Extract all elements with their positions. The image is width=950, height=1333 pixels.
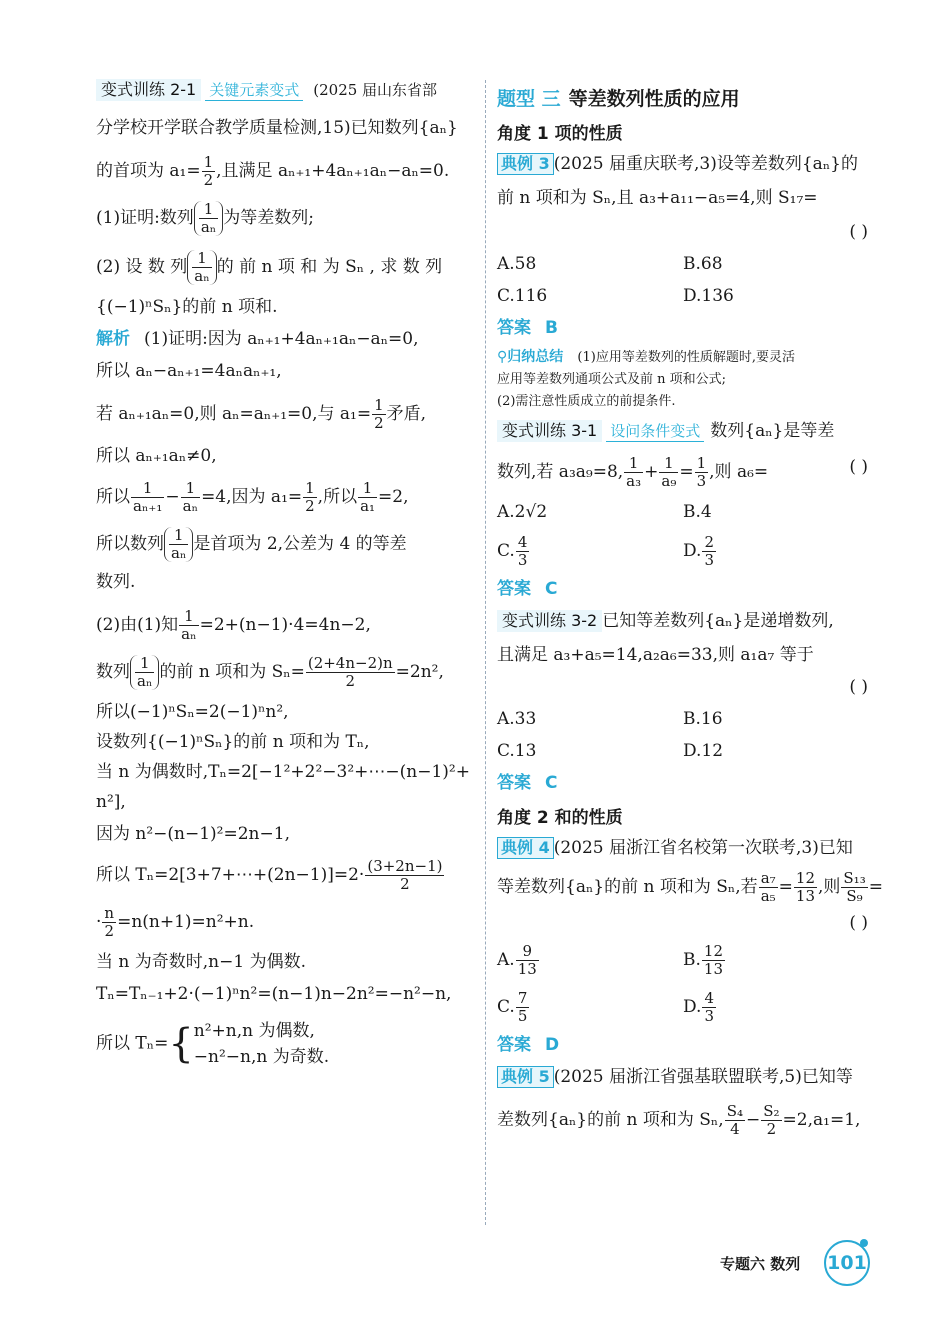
exercise-tag: 变式训练 3-1 — [497, 420, 602, 442]
key-icon: ⚲ — [497, 349, 508, 365]
options-row — [497, 990, 872, 1025]
denominator: aₙ — [181, 625, 197, 643]
text: 的 前 n 项 和 为 Sₙ , 求 数 列 — [216, 257, 443, 277]
numerator: 1 — [696, 454, 707, 472]
exercise-3-2-header — [497, 609, 872, 633]
source-text: (2025 届山东省部 — [313, 81, 438, 99]
fraction — [102, 905, 116, 940]
fraction — [759, 870, 778, 905]
text: = — [868, 877, 883, 897]
text: + — [644, 462, 659, 482]
line — [96, 858, 474, 893]
fraction — [181, 480, 200, 515]
denominator: 13 — [703, 960, 723, 978]
text: 差数列{aₙ}的前 n 项和为 Sₙ, — [497, 1110, 724, 1130]
text: 所以 — [96, 487, 130, 507]
numerator: (3+2n−1) — [367, 857, 443, 875]
line — [96, 480, 474, 515]
denominator: 13 — [517, 960, 537, 978]
text: =2+(n−1)·4=4n−2, — [199, 615, 371, 635]
line — [96, 397, 474, 432]
left-column — [96, 72, 474, 1070]
option-letter: D. — [683, 541, 702, 561]
line — [96, 655, 474, 690]
options-row — [497, 252, 872, 276]
text: 数列,若 a₃a₉=8, — [497, 462, 624, 482]
denominator: 3 — [696, 472, 707, 490]
line: Tₙ=Tₙ₋₁+2·(−1)ⁿn²=(n−1)n−2n²=−n²−n, — [96, 984, 452, 1004]
option-a: A.2√2 — [497, 502, 548, 522]
numerator: 7 — [517, 989, 528, 1007]
example-3-line — [497, 152, 872, 176]
denominator: a₉ — [661, 472, 677, 490]
text: 的前 n 项和为 Sₙ= — [159, 662, 305, 682]
fraction — [199, 201, 218, 236]
line — [497, 869, 883, 905]
text: (2) 设 数 列 — [96, 257, 188, 277]
line: 当 n 为奇数时,n−1 为偶数. — [96, 952, 306, 972]
option-letter: C. — [497, 541, 515, 561]
brace — [194, 201, 223, 236]
option-a: A.58 — [497, 254, 537, 274]
text: = — [679, 462, 694, 482]
denominator: 2 — [766, 1120, 777, 1138]
fraction — [192, 250, 211, 285]
text: 为等差数列; — [223, 208, 314, 228]
case-even: n²+n,n 为偶数, — [193, 1021, 315, 1041]
option-letter: D. — [683, 997, 702, 1017]
text: (2)由(1)知 — [96, 615, 179, 635]
text: − — [745, 1110, 761, 1130]
column-divider — [485, 80, 486, 1225]
option-d: D.136 — [683, 286, 734, 306]
section-title — [497, 84, 872, 111]
fraction — [624, 455, 643, 490]
answer-label: 答案 — [497, 318, 531, 338]
denominator: 5 — [517, 1007, 528, 1025]
brace — [164, 527, 193, 562]
line: 所以 aₙ−aₙ₊₁=4aₙaₙ₊₁, — [96, 361, 282, 381]
line: 当 n 为偶数时,Tₙ=2[−1²+2²−3²+⋯−(n−1)²+ — [96, 762, 470, 782]
summary-line — [497, 346, 872, 369]
fraction — [202, 154, 216, 189]
angle-2-title: 角度 2 和的性质 — [497, 808, 623, 828]
denominator: 3 — [517, 551, 528, 569]
section-number: 题型 三 — [497, 88, 561, 110]
fraction — [702, 534, 716, 569]
line — [497, 455, 872, 490]
fraction — [131, 480, 164, 515]
answer-line — [497, 1033, 872, 1057]
options-row — [497, 943, 872, 978]
denominator: 3 — [704, 551, 714, 569]
denominator: a₅ — [760, 887, 776, 905]
answer-label: 答案 — [497, 579, 531, 599]
line: 且满足 a₃+a₅=14,a₂a₆=33,则 a₁a₇ 等于 — [497, 645, 814, 665]
numerator: 1 — [199, 201, 218, 219]
numerator: 12 — [795, 869, 815, 887]
numerator: 1 — [179, 608, 198, 626]
denominator: a₁ — [360, 497, 376, 515]
brace — [130, 655, 159, 690]
option-d: D.12 — [683, 741, 724, 761]
fraction — [372, 397, 386, 432]
answer-value: C — [545, 773, 558, 793]
numerator: n — [104, 904, 115, 922]
denominator: aₙ — [200, 218, 217, 236]
text: ,则 — [818, 877, 841, 897]
example-tag: 典例 5 — [497, 1066, 554, 1088]
solution-line — [96, 327, 474, 351]
answer-blank: ( ) — [849, 913, 868, 933]
text: ,且满足 aₙ₊₁+4aₙ₊₁aₙ−aₙ=0. — [216, 161, 450, 181]
question-2 — [96, 250, 474, 285]
exercise-2-1-header — [96, 78, 474, 102]
option-letter: B. — [683, 950, 701, 970]
summary-label — [497, 349, 563, 365]
answer-blank: ( ) — [849, 677, 868, 697]
text: 数列 — [96, 662, 130, 682]
question-1 — [96, 201, 474, 236]
fraction — [516, 943, 539, 978]
section-name: 等差数列性质的应用 — [568, 88, 740, 110]
line: n²], — [96, 792, 126, 812]
denominator: aₙ — [194, 267, 210, 285]
line — [96, 905, 474, 940]
options-row — [497, 284, 872, 308]
text: · — [96, 912, 102, 932]
fraction — [702, 943, 725, 978]
brace-left: { — [168, 1021, 194, 1067]
numerator: 1 — [358, 480, 377, 498]
line — [96, 608, 474, 643]
text: 若 aₙ₊₁aₙ=0,则 aₙ=aₙ₊₁=0,与 a₁= — [96, 404, 372, 424]
options-row — [497, 739, 872, 763]
numerator: 1 — [305, 479, 315, 497]
answer-value: B — [545, 318, 558, 338]
text: =2,a₁=1, — [782, 1110, 861, 1130]
numerator: 1 — [192, 250, 211, 268]
line — [96, 154, 474, 189]
numerator: S₁₃ — [843, 869, 866, 887]
numerator: 1 — [135, 655, 154, 673]
answer-line — [497, 771, 872, 795]
numerator: a₇ — [760, 869, 776, 887]
answer-value: C — [545, 579, 558, 599]
numerator: 1 — [374, 396, 384, 414]
option-b — [683, 943, 869, 978]
text: (1)证明:数列 — [96, 208, 194, 228]
option-b: B.4 — [683, 502, 712, 522]
line: 分学校开学联合教学质量检测,15)已知数列{aₙ} — [96, 118, 458, 138]
page-footer — [690, 1237, 880, 1287]
answer-label: 答案 — [497, 773, 531, 793]
text: 数列{aₙ}是等差 — [710, 421, 835, 441]
text: 的首项为 a₁= — [96, 161, 201, 181]
numerator: 4 — [704, 989, 714, 1007]
denominator: 2 — [305, 497, 315, 515]
option-d — [683, 990, 869, 1025]
options-row — [497, 500, 872, 524]
solution-label: 解析 — [96, 329, 130, 349]
fraction — [841, 870, 867, 905]
fraction — [135, 655, 154, 690]
text: 是首项为 2,公差为 4 的等差 — [193, 534, 407, 554]
example-5-line — [497, 1065, 872, 1089]
example-tag: 典例 3 — [497, 153, 554, 175]
numerator: 4 — [517, 533, 528, 551]
denominator: 4 — [730, 1120, 740, 1138]
example-tag: 典例 4 — [497, 837, 554, 859]
answer-label: 答案 — [497, 1035, 531, 1055]
text: (2025 届重庆联考,3)设等差数列{aₙ}的 — [553, 154, 858, 174]
line: 前 n 项和为 Sₙ,且 a₃+a₁₁−a₅=4,则 S₁₇= — [497, 188, 818, 208]
fraction — [303, 480, 317, 515]
numerator: 1 — [169, 527, 188, 545]
denominator: 2 — [374, 414, 384, 432]
option-c — [497, 534, 683, 569]
answer-line — [497, 316, 872, 340]
option-a: A.33 — [497, 709, 537, 729]
options-row — [497, 534, 872, 569]
fraction — [306, 655, 395, 690]
denominator: 2 — [104, 922, 115, 940]
variant-tag: 关键元素变式 — [205, 80, 303, 101]
text: ,所以 — [317, 487, 358, 507]
numerator: (2+4n−2)n — [307, 654, 393, 672]
fraction — [516, 534, 530, 569]
text: 等差数列{aₙ}的前 n 项和为 Sₙ,若 — [497, 877, 758, 897]
answer-line — [497, 577, 872, 601]
denominator: a₃ — [626, 472, 642, 490]
variant-tag: 设问条件变式 — [606, 421, 704, 442]
piecewise-line — [96, 1018, 474, 1070]
numerator: 9 — [516, 943, 539, 961]
fraction — [659, 455, 678, 490]
text: 所以 Tₙ= — [96, 1033, 169, 1054]
piecewise-cases — [194, 1018, 329, 1070]
numerator: 1 — [659, 455, 678, 473]
right-column — [497, 72, 883, 1138]
numerator: 1 — [181, 480, 200, 498]
decor-dot — [860, 1239, 868, 1247]
denominator: 13 — [795, 887, 815, 905]
line: 设数列{(−1)ⁿSₙ}的前 n 项和为 Tₙ, — [96, 732, 370, 752]
case-odd: −n²−n,n 为奇数. — [193, 1047, 330, 1067]
option-c: C.116 — [497, 286, 548, 306]
numerator: 1 — [203, 153, 214, 171]
option-letter: A. — [497, 950, 515, 970]
fraction — [358, 480, 377, 515]
numerator: 2 — [704, 533, 714, 551]
denominator: 3 — [704, 1007, 714, 1025]
line: 所以(−1)ⁿSₙ=2(−1)ⁿn², — [96, 702, 289, 722]
fraction — [702, 990, 716, 1025]
answer-blank: ( ) — [849, 457, 868, 477]
text: = — [778, 877, 793, 897]
summary-line: (2)需注意性质成立的前提条件. — [497, 394, 676, 409]
line: {(−1)ⁿSₙ}的前 n 项和. — [96, 297, 278, 317]
line: 数列. — [96, 572, 136, 592]
line — [96, 527, 474, 562]
summary-title: 归纳总结 — [507, 349, 564, 365]
fraction — [794, 870, 817, 905]
fraction — [516, 990, 530, 1025]
text: 矛盾, — [386, 404, 427, 424]
exercise-3-1-header — [497, 419, 872, 443]
page-number: 101 — [824, 1240, 870, 1286]
denominator: aₙ — [137, 672, 153, 690]
denominator: 2 — [400, 875, 410, 893]
option-b: B.16 — [683, 709, 723, 729]
option-c: C.13 — [497, 741, 537, 761]
denominator: aₙ — [182, 497, 199, 515]
numerator: S₂ — [763, 1102, 780, 1120]
text: − — [165, 487, 180, 507]
summary-line: 应用等差数列通项公式及前 n 项和公式; — [497, 372, 727, 387]
chapter-label: 专题六 数列 — [720, 1255, 801, 1273]
option-b: B.68 — [683, 254, 723, 274]
text: =2, — [378, 487, 409, 507]
option-a — [497, 943, 683, 978]
fraction — [365, 858, 444, 893]
text: =4,因为 a₁= — [201, 487, 303, 507]
brace — [187, 250, 216, 285]
exercise-tag: 变式训练 2-1 — [96, 79, 201, 101]
numerator: 12 — [703, 942, 723, 960]
option-letter: C. — [497, 997, 515, 1017]
fraction — [695, 455, 709, 490]
text: 所以 Tₙ=2[3+7+⋯+(2n−1)]=2· — [96, 865, 365, 885]
answer-value: D — [545, 1035, 560, 1055]
numerator: 1 — [131, 480, 164, 498]
line: 所以 aₙ₊₁aₙ≠0, — [96, 446, 217, 466]
fraction — [179, 608, 198, 643]
text: 所以数列 — [96, 534, 164, 554]
text: 已知等差数列{aₙ}是递增数列, — [602, 611, 834, 631]
fraction — [725, 1103, 745, 1138]
text: ,则 a₆= — [709, 462, 769, 482]
denominator: 2 — [203, 171, 214, 189]
example-4-line — [497, 836, 872, 860]
text: (2025 届浙江省名校第一次联考,3)已知 — [553, 838, 853, 858]
denominator: 2 — [345, 672, 356, 690]
text: =n(n+1)=n²+n. — [117, 912, 255, 932]
line — [497, 1103, 872, 1138]
denominator: aₙ — [171, 544, 187, 562]
denominator: S₉ — [846, 887, 863, 905]
line: 因为 n²−(n−1)²=2n−1, — [96, 824, 290, 844]
numerator: 1 — [624, 455, 643, 473]
denominator: aₙ₊₁ — [133, 497, 163, 515]
text: (2025 届浙江省强基联盟联考,5)已知等 — [553, 1067, 853, 1087]
fraction — [761, 1103, 781, 1138]
angle-1-title: 角度 1 项的性质 — [497, 124, 623, 144]
fraction — [169, 527, 188, 562]
answer-blank: ( ) — [849, 222, 868, 242]
option-c — [497, 990, 683, 1025]
text: (1)证明:因为 aₙ₊₁+4aₙ₊₁aₙ−aₙ=0, — [144, 329, 419, 349]
options-row — [497, 707, 872, 731]
text: (1)应用等差数列的性质解题时,要灵活 — [577, 350, 795, 365]
option-d — [683, 534, 869, 569]
numerator: S₄ — [726, 1102, 743, 1120]
exercise-tag: 变式训练 3-2 — [497, 610, 602, 632]
text: =2n², — [395, 662, 444, 682]
